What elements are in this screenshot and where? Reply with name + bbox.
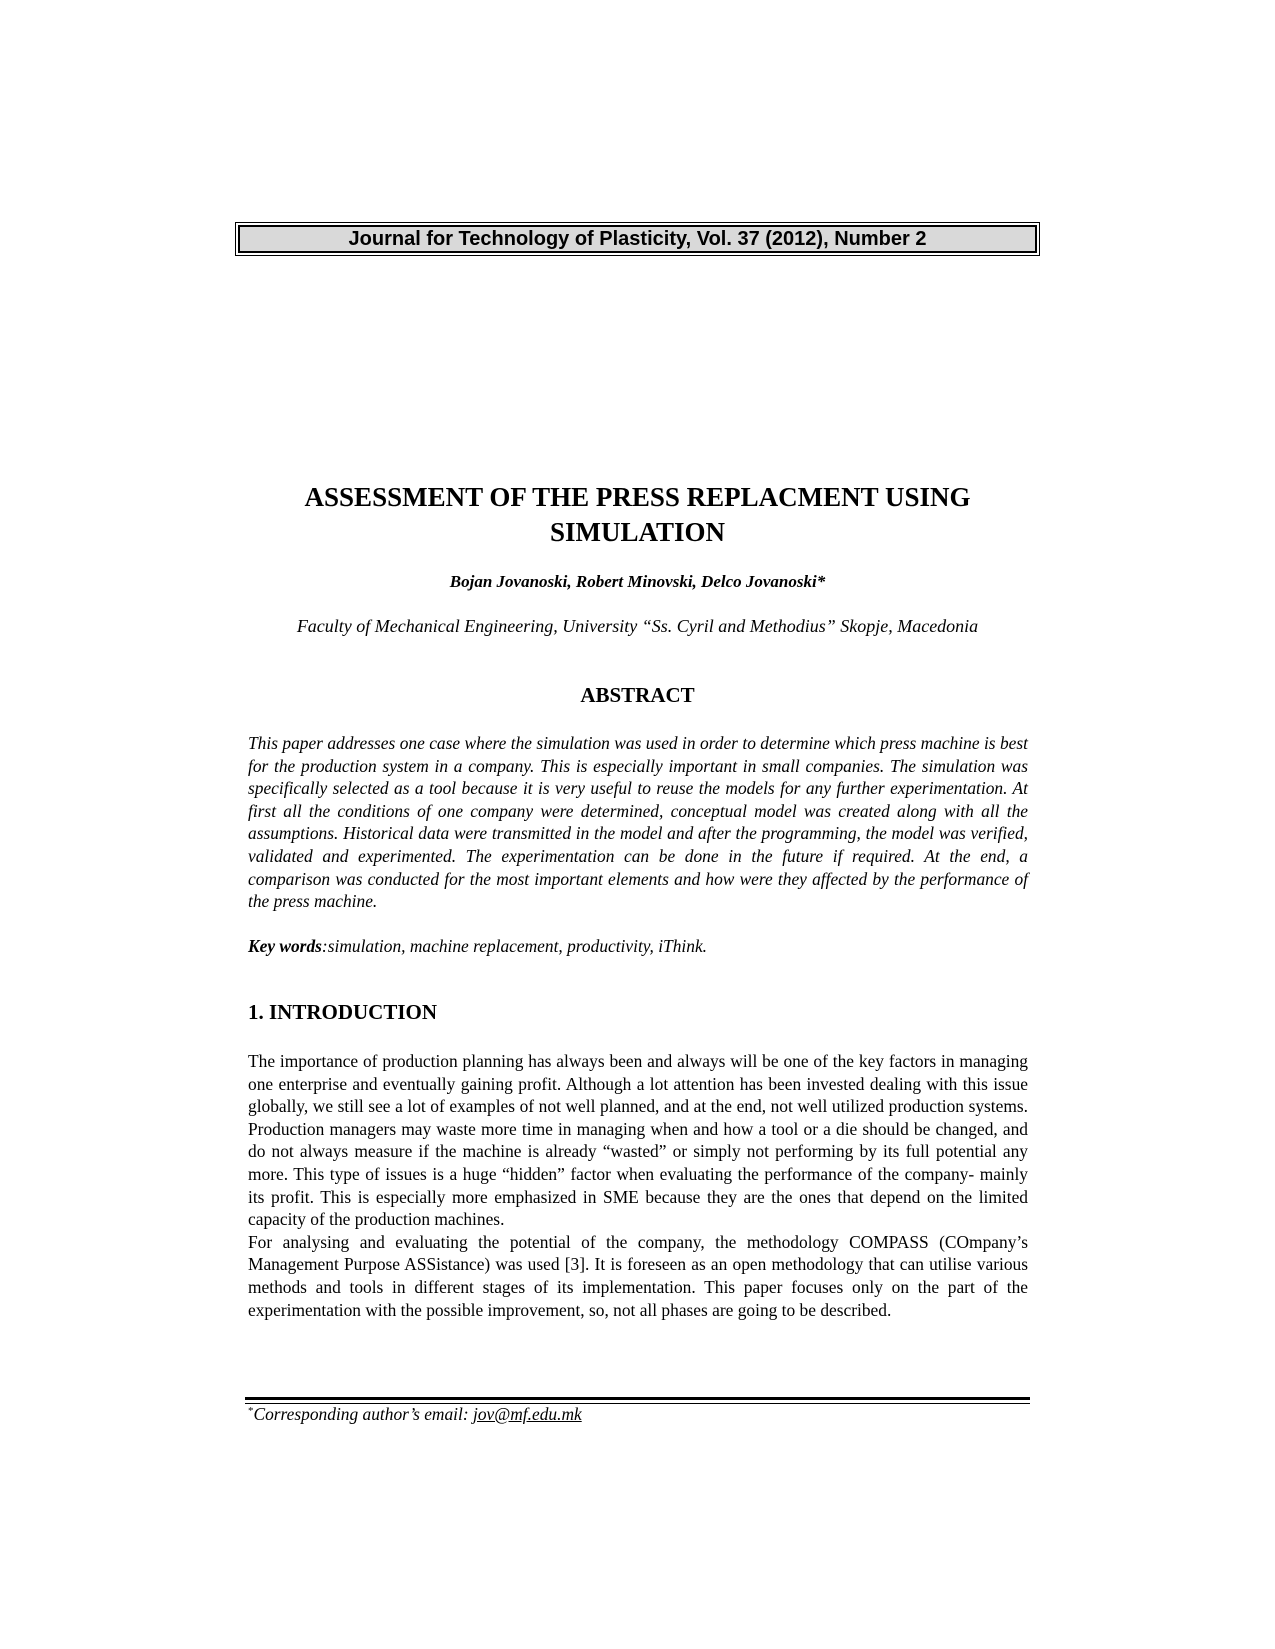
- introduction-paragraph-1: The importance of production planning has always been and always will be one of the key factors in managing one enterprise and eventually gaining profit. Although a lot attention has been invested dealing with this issue globally, we still see a lot of examples of not well planned, and at the end, not well utilized production systems. Production managers may waste more time in managing when and how a tool or a die should be changed, and do not always measure if the machine is already “wasted” or simply not performing by its full potential any more. This type of issues is a huge “hidden” factor when evaluating the performance of the company- mainly its profit. This is especially more emphasized in SME because they are the ones that depend on the limited capacity of the production machines.: [248, 1051, 1028, 1230]
- paper-title: [200, 480, 1075, 550]
- paper-title-line2: SIMULATION: [549, 517, 726, 547]
- paper-title-line1: ASSESSMENT OF THE PRESS REPLACMENT USING: [304, 482, 971, 512]
- introduction-paragraph-2: For analysing and evaluating the potential of the company, the methodology COMPASS (COmpany’s Management Purpose ASSistance) was used [3]. It is foreseen as an open methodology that can utilise various methods and tools in different stages of its implementation. This paper focuses only on the part of the experimentation with the possible improvement, so, not all phases are going to be described.: [248, 1231, 1028, 1320]
- authors: Bojan Jovanoski, Robert Minovski, Delco Jovanoski*: [449, 572, 826, 591]
- keywords-text: :simulation, machine replacement, productivity, iThink.: [321, 936, 708, 956]
- footnote-marker: *: [248, 1405, 254, 1417]
- journal-header: Journal for Technology of Plasticity, Vol. 37 (2012), Number 2: [238, 225, 1037, 253]
- footnote: [248, 1403, 1028, 1425]
- abstract-heading: ABSTRACT: [580, 683, 695, 707]
- footnote-label: Corresponding author’s email:: [253, 1404, 473, 1424]
- introduction-body: [248, 1050, 1028, 1321]
- journal-header-box: [235, 222, 1040, 256]
- section-heading-introduction: 1. INTRODUCTION: [248, 1000, 438, 1024]
- keywords: [248, 935, 1028, 957]
- author-email-link[interactable]: jov@mf.edu.mk: [473, 1404, 582, 1424]
- keywords-label: Key words: [248, 936, 322, 956]
- affiliation: Faculty of Mechanical Engineering, University “Ss. Cyril and Methodius” Skopje, Macedonia: [296, 616, 979, 636]
- abstract-text: This paper addresses one case where the simulation was used in order to determine which press machine is best for the production system in a company. This is especially important in small companies. The simulation was specifically selected as a tool because it is very useful to reuse the models for any further experimentation. At first all the conditions of one company were determined, conceptual model was created along with all the assumptions. Historical data were transmitted in the model and after the programming, the model was verified, validated and experimented. The experimentation can be done in the future if required. At the end, a comparison was conducted for the most important elements and how were they affected by the performance of the press machine.: [248, 733, 1028, 912]
